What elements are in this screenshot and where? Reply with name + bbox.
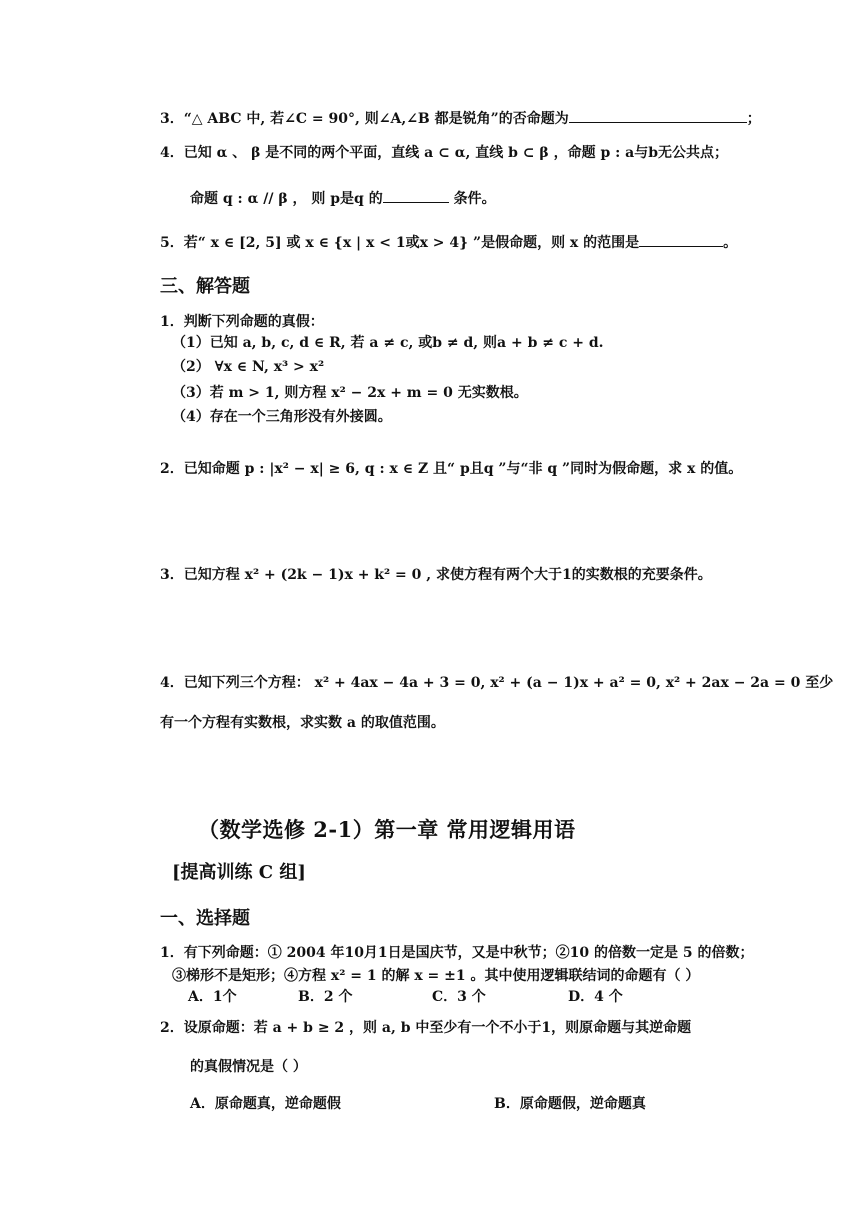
fill-in-question-3 — [160, 108, 761, 129]
option-a: A．1个 — [188, 989, 237, 1005]
q3-end: ； — [746, 111, 761, 127]
option-b: B．原命题假，逆命题真 — [494, 1096, 646, 1112]
fill-in-question-5 — [160, 232, 737, 253]
choice-question-2-line1: 2．设原命题：若 a + b ≥ 2 ，则 a, b 中至少有一个不小于1，则原命题与其逆命题 — [160, 1020, 692, 1036]
q5-text: 5．若“ x ∈ [2, 5] 或 x ∈ {x | x < 1或x > 4} ”是假命题，则 x 的范围是 — [160, 235, 640, 251]
answer-blank — [383, 188, 449, 203]
option-b: B．2 个 — [298, 989, 353, 1005]
option-a: A．原命题真，逆命题假 — [190, 1096, 341, 1112]
answer-blank — [639, 232, 723, 247]
q3-text: 3．“△ ABC 中, 若∠C = 90°, 则∠A,∠B 都是锐角”的否命题为 — [160, 111, 569, 127]
fill-in-question-4-line1 — [160, 143, 728, 163]
q5-end: 。 — [723, 235, 738, 251]
answer-question-3: 3．已知方程 x² + (2k − 1)x + k² = 0 , 求使方程有两个大于1的实数根的充要条件。 — [160, 567, 712, 583]
choice-question-1-line2: ③梯形不是矩形；④方程 x² = 1 的解 x = ±1 。其中使用逻辑联结词的命题有（ ） — [172, 968, 700, 984]
option-c: C．3 个 — [432, 989, 486, 1005]
choice-question-2-line2: 的真假情况是（ ） — [190, 1059, 307, 1075]
group-label: [提高训练 C 组] — [172, 862, 306, 883]
answer-q1-item: （3）若 m > 1, 则方程 x² − 2x + m = 0 无实数根。 — [172, 385, 528, 401]
option-d: D．4 个 — [568, 989, 623, 1005]
answer-question-2: 2．已知命题 p : |x² − x| ≥ 6, q : x ∈ Z 且“ p且q ”与“非 q ”同时为假命题，求 x 的值。 — [160, 461, 743, 477]
choice-question-1-line1: 1．有下列命题：① 2004 年10月1日是国庆节，又是中秋节；②10 的倍数一定是 5 的倍数； — [160, 945, 754, 961]
chapter-title: （数学选修 2-1）第一章 常用逻辑用语 — [198, 817, 576, 842]
answer-q1-item: （4）存在一个三角形没有外接圆。 — [172, 409, 392, 425]
fill-in-question-4-line2 — [190, 188, 496, 209]
section-heading-choice: 一、选择题 — [160, 908, 250, 929]
answer-question-1-title: 1．判断下列命题的真假： — [160, 314, 324, 330]
answer-blank — [569, 108, 747, 123]
answer-question-4-line1: 4．已知下列三个方程： x² + 4ax − 4a + 3 = 0, x² + (a − 1)x + a² = 0, x² + 2ax − 2a = 0 至少 — [160, 675, 834, 691]
q4-text-2: 命题 q : α // β ， 则 p是q 的 — [190, 191, 383, 207]
answer-q1-item: （1）已知 a, b, c, d ∈ R, 若 a ≠ c, 或b ≠ d, 则a + b ≠ c + d. — [172, 335, 604, 351]
answer-question-4-line2: 有一个方程有实数根，求实数 a 的取值范围。 — [160, 715, 445, 731]
answer-q1-item: （2） ∀x ∈ N, x³ > x² — [172, 359, 325, 375]
q4-text: 4．已知 α 、 β 是不同的两个平面，直线 a ⊂ α, 直线 b ⊂ β ，命题 p : a与b无公共点； — [160, 145, 729, 161]
q4-text-3: 条件。 — [448, 191, 496, 207]
section-heading-answer: 三、解答题 — [160, 276, 250, 297]
